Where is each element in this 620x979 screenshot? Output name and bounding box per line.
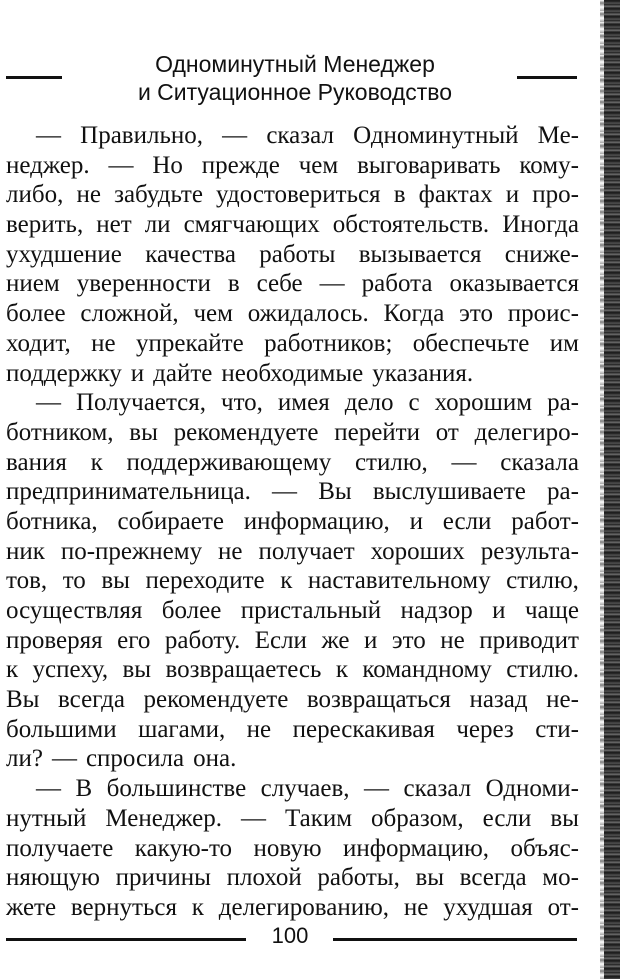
word: необходимые xyxy=(221,359,364,387)
page-number: 100 xyxy=(271,923,309,948)
word: делегиро- xyxy=(474,418,579,446)
word: спросила xyxy=(85,745,185,773)
word: это xyxy=(391,626,426,654)
word: и xyxy=(505,181,520,209)
word: — xyxy=(364,775,390,803)
word: Если xyxy=(254,626,307,654)
word: поддерживающему xyxy=(126,448,332,476)
word: обеспечьте xyxy=(412,329,530,357)
text-line xyxy=(6,359,579,389)
word: более xyxy=(161,597,222,624)
word: и xyxy=(364,626,378,654)
word: сниже- xyxy=(504,240,579,268)
word: к xyxy=(280,567,293,595)
word: мо- xyxy=(542,864,579,892)
word: вания xyxy=(6,448,67,476)
word: оказывается xyxy=(449,270,579,298)
word: рекомендуете xyxy=(173,418,319,446)
word: информацию, xyxy=(243,507,390,535)
word: смягчающих xyxy=(183,211,320,239)
word: дело xyxy=(344,389,394,417)
word: работу. xyxy=(164,626,241,654)
word: Когда xyxy=(383,300,445,328)
word: большими xyxy=(6,715,117,743)
word: имея xyxy=(277,389,330,417)
word: от xyxy=(435,418,459,446)
header-title-line-1: Одноминутный Менеджер xyxy=(155,51,435,77)
word: возвращаетесь xyxy=(165,656,322,684)
word: — xyxy=(240,804,266,832)
text-line xyxy=(6,537,579,567)
word: стилю, xyxy=(506,567,579,595)
word: не- xyxy=(546,686,579,714)
word: работ- xyxy=(511,507,579,535)
word: няющую xyxy=(6,864,100,892)
word: тов, xyxy=(6,567,48,595)
word: рекомендуете xyxy=(143,686,289,714)
word: Одноми- xyxy=(485,775,579,803)
word: то xyxy=(62,567,86,595)
word: проверяя xyxy=(6,626,103,654)
word: Получается, xyxy=(75,389,207,417)
binding-edge xyxy=(604,0,620,979)
word: к xyxy=(191,893,204,921)
word: вы xyxy=(101,567,130,595)
text-line xyxy=(6,388,579,418)
word: верить, xyxy=(6,211,84,239)
word: Таким xyxy=(284,804,353,832)
text-line xyxy=(6,269,579,299)
word: нет xyxy=(96,211,132,239)
word: ли xyxy=(144,211,171,239)
word: ра- xyxy=(547,478,579,506)
word: ожидалось. xyxy=(247,300,369,328)
word: указания. xyxy=(372,359,474,387)
word: поддержку xyxy=(6,359,122,387)
word: делегированию, xyxy=(218,893,390,921)
word: какую-то xyxy=(134,834,233,862)
word: предпринимательница. xyxy=(6,478,251,506)
word: и xyxy=(409,507,423,535)
word: — xyxy=(451,448,477,476)
word: сказал xyxy=(266,122,334,149)
word: хороших xyxy=(370,537,465,565)
word: — xyxy=(51,745,77,773)
word: вернуться xyxy=(70,893,177,921)
word: по-прежнему xyxy=(60,537,203,565)
word: удостовериться xyxy=(216,181,381,209)
word: работников; xyxy=(264,329,393,357)
word: ник xyxy=(6,537,45,565)
word: выслушиваете xyxy=(372,478,526,506)
word: перейти xyxy=(334,418,420,446)
word: стилю, xyxy=(354,448,428,476)
word: либо, xyxy=(6,181,64,209)
word: вы xyxy=(550,804,579,832)
word: переходите xyxy=(145,567,265,595)
text-line xyxy=(6,477,579,507)
word: ра- xyxy=(547,389,579,417)
word: получает xyxy=(258,537,355,565)
text-line xyxy=(6,210,579,240)
word: Ме- xyxy=(537,122,579,149)
word: прежде xyxy=(201,151,280,179)
word: чем xyxy=(193,300,233,328)
word: к xyxy=(6,656,19,684)
word: им xyxy=(549,329,579,357)
word: В xyxy=(75,775,93,803)
word: фактах xyxy=(418,181,493,209)
word: неджер. xyxy=(6,151,90,179)
header-title-line-2: и Ситуационное Руководство xyxy=(137,79,453,105)
word: Но xyxy=(152,151,183,179)
word: что, xyxy=(221,389,263,417)
word: результа- xyxy=(480,537,579,565)
word: в xyxy=(393,181,406,209)
word: командному xyxy=(362,656,492,684)
word: кому- xyxy=(519,151,579,179)
word: нутный xyxy=(6,804,87,832)
text-line xyxy=(6,180,579,210)
word: осуществляя xyxy=(6,597,143,624)
word: образом, xyxy=(371,804,464,832)
text-line xyxy=(6,834,579,864)
text-line xyxy=(6,715,579,745)
word: если xyxy=(442,507,492,535)
word: Вы xyxy=(6,686,40,714)
footer-rule-left xyxy=(6,938,246,941)
text-line xyxy=(6,655,579,685)
word: Одноминутный xyxy=(353,122,519,149)
word: Правильно, xyxy=(80,122,203,149)
word: шагами, xyxy=(138,715,226,743)
word: себе xyxy=(256,270,303,298)
word: не xyxy=(440,626,465,654)
text-line xyxy=(6,329,579,359)
word: с xyxy=(408,389,420,417)
word: нием xyxy=(6,270,60,298)
word: не xyxy=(403,893,429,921)
text-line xyxy=(6,418,579,448)
word: в xyxy=(227,270,240,298)
word: всегда xyxy=(459,864,527,892)
word: забудьте xyxy=(114,181,203,209)
footer-rule-right xyxy=(333,938,577,941)
body-text xyxy=(6,121,579,923)
word: — xyxy=(108,151,134,179)
word: Иногда xyxy=(502,211,579,239)
word: обстоятельств. xyxy=(332,211,490,239)
word: причины xyxy=(115,864,211,892)
word: — xyxy=(36,775,61,803)
text-line xyxy=(6,121,579,151)
word: всегда xyxy=(58,686,125,714)
word: работы xyxy=(259,240,336,268)
word: вы xyxy=(129,418,158,446)
word: пристальный xyxy=(240,597,382,624)
word: получаете xyxy=(6,834,114,862)
word: — xyxy=(36,122,61,149)
word: ухудшая xyxy=(443,893,533,921)
word: его xyxy=(117,626,151,654)
text-line xyxy=(6,299,579,329)
word: вы xyxy=(122,656,152,684)
text-line xyxy=(6,507,579,537)
word: дайте xyxy=(153,359,213,387)
word: наставительному xyxy=(307,567,491,595)
text-line xyxy=(6,893,579,923)
word: это xyxy=(459,300,493,328)
word: через xyxy=(456,715,514,743)
word: надзор xyxy=(400,597,473,624)
word: уверенности xyxy=(76,270,211,298)
header-rule-right xyxy=(517,76,577,79)
word: не xyxy=(91,329,116,357)
word: от- xyxy=(547,893,579,921)
word: про- xyxy=(532,181,579,209)
word: — xyxy=(272,478,298,506)
word: Менеджер. xyxy=(105,804,222,832)
word: возвращаться xyxy=(306,686,451,714)
word: ходит, xyxy=(6,329,71,357)
text-line xyxy=(6,566,579,596)
word: к xyxy=(335,656,348,684)
word: приводит xyxy=(479,626,579,654)
word: не xyxy=(218,537,243,565)
word: выговаривать xyxy=(357,151,501,179)
word: плохой xyxy=(226,864,302,892)
word: же xyxy=(321,626,350,654)
word: перескакивая xyxy=(292,715,435,743)
word: — xyxy=(319,270,345,298)
word: и xyxy=(492,597,506,624)
word: не xyxy=(76,181,101,209)
word: проис- xyxy=(507,300,579,328)
word: вызывается xyxy=(358,240,482,268)
word: ли? xyxy=(6,745,43,773)
text-line xyxy=(6,240,579,270)
word: чем xyxy=(298,151,339,179)
text-line xyxy=(6,804,579,834)
word: Вы xyxy=(318,478,352,506)
word: работа xyxy=(361,270,433,298)
word: — xyxy=(222,122,248,149)
word: вы xyxy=(415,864,445,892)
running-header xyxy=(0,50,590,106)
word: ботника, xyxy=(6,507,98,535)
word: сти- xyxy=(535,715,579,743)
word: объяс- xyxy=(510,834,579,862)
word: более xyxy=(6,300,66,328)
word: упрекайте xyxy=(135,329,244,357)
word: сложной, xyxy=(80,300,179,328)
text-line xyxy=(6,774,579,804)
word: жете xyxy=(6,893,57,921)
text-line xyxy=(6,596,579,626)
word: сказала xyxy=(500,448,579,476)
word: — xyxy=(36,389,61,417)
word: качества xyxy=(145,240,236,268)
word: собираете xyxy=(117,507,224,535)
word: работы, xyxy=(317,864,400,892)
word: хорошим xyxy=(434,389,533,417)
word: стилю. xyxy=(506,656,579,684)
word: ухудшение xyxy=(6,240,122,268)
word: большинстве xyxy=(106,775,247,803)
word: чаще xyxy=(524,597,579,624)
header-rule-left xyxy=(6,76,62,79)
word: назад xyxy=(469,686,528,714)
text-line xyxy=(6,744,579,774)
word: сказал xyxy=(403,775,472,803)
word: к xyxy=(90,448,103,476)
text-line xyxy=(6,863,579,893)
word: и xyxy=(130,359,145,387)
word: новую xyxy=(253,834,322,862)
word: информацию, xyxy=(343,834,490,862)
word: она. xyxy=(193,745,237,773)
word: ботником, xyxy=(6,418,114,446)
text-line xyxy=(6,685,579,715)
word: если xyxy=(482,804,532,832)
word: успеху, xyxy=(32,656,109,684)
text-line xyxy=(6,626,579,656)
word: случаев, xyxy=(260,775,350,803)
text-line xyxy=(6,448,579,478)
text-line xyxy=(6,151,579,181)
word: не xyxy=(246,715,272,743)
